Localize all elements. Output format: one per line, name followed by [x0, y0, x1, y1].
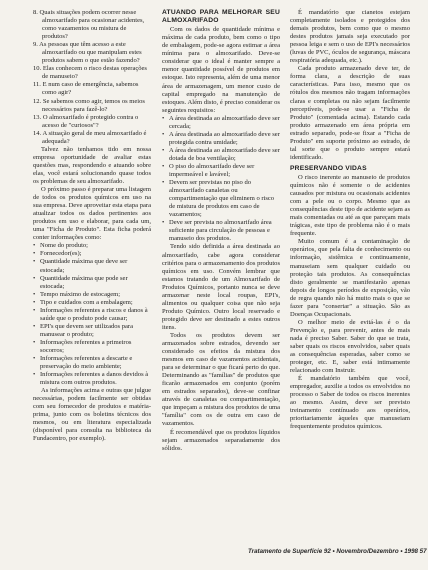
bullet-item: • Informações referentes a riscos e danos à saúde que o produto pode causar;	[33, 307, 151, 323]
bullet-item: • Quantidade máxima que deve ser estocada;	[33, 258, 151, 274]
question-item: 14. A situação geral de meu almoxarifado é adequada?	[33, 129, 147, 145]
paragraph: Muito comum é a contaminação de operários, que pela falta de conhecimento ou informação, sistêmica e continuamente, manuseiam sem qualquer cuidado ou proteção tais produtos. As consequências disto geralmente se manifestarão apenas depois de longos períodos de exposição, vão de regra quando não há muito mais o que se fazer para "consertar" a situação. São as Doenças Ocupacionais.	[290, 238, 410, 318]
question-item: 9. As pessoas que têm acesso a este almoxarifado ou que manipulam estes produtos sabem o que estão fazendo?	[33, 41, 142, 65]
column-left	[33, 9, 151, 444]
bullet-item: • Informações referentes a danos devidos à mistura com outros produtos.	[33, 371, 151, 387]
bullet-list	[162, 115, 280, 244]
column-right	[290, 9, 410, 431]
question-item: 13. O almoxarifado é protegido contra o acesso de "curiosos"?	[33, 113, 139, 129]
paragraph: O melhor meio de evitá-las é o da Prevenção e, para prevenir, antes de mais nada é preciso Saber. Saber do que se trata, saber quais os riscos envolvidos, saber quais as consequências esperadas, saber como se proteger, etc. E, saber está intimamente relacionado com Instruir.	[290, 318, 410, 375]
paragraph: Cada produto armazenado deve ter, de forma clara, a descrição de suas características. Para isso, mesmo que os rótulos dos mesmos não tragam informações claras e completas ou não sejam facilmente perceptíveis, pode-se usar a "Ficha de Produto" (comentada acima). Estando cada produto armazenado em área própria em estrado separado, pode-se fixar a "Ficha de Produto" em suporte próximo ao estrado, de tal sorte que o produto sempre estará identificado.	[290, 65, 410, 161]
bullet-item: • EPI's que devem ser utilizados para manusear o produto;	[33, 323, 151, 339]
bullet-item: • Informações referentes a descarte e preservação do meio ambiente;	[33, 355, 151, 371]
bullet-item: • Tipo e cuidados com a embalagem;	[33, 299, 151, 307]
paragraph: O próximo passo é preparar uma listagem de todos os produtos químicos em uso na sua empresa. Deve aproveitar esta etapa para atualizar todos os dados pertinentes aos produtos em uso e elaborar, para cada um, uma "Ficha de Produto". Esta ficha poderá conter informações como:	[33, 186, 151, 242]
paragraph: O risco inerente ao manuseio de produtos químicos não é somente o de acidentes causados por mistura ou ocasionais acidentes com a pele ou o corpo. Mesmo que as consequências deste tipo de acidente sejam as mais comentadas ou até as que pareçam mais trágicas, este tipo de problema não é o mais frequente.	[290, 173, 410, 238]
paragraph: Todos os produtos devem ser armazenados sobre estrados, devendo ser considerado os efeitos da mistura dos mesmos em caso de vazamentos acidentais, para se determinar o que ficará perto do que. Determinando as "famílias" de produtos que ficarão armazenados em conjunto (porém em estrados separados), deve-se confinar através de canaletas ou compartimentação, que impeçam a mistura dos produtos de uma "família" com os de outra em caso de vazamentos.	[162, 331, 280, 428]
paragraph: É recomendável que os produtos líquidos sejam armazenados separadamente dos sólidos.	[162, 428, 280, 452]
paragraph: É mandatório também que você, empregador, auxilie a todos os envolvidos no processo o Saber de todos os riscos inerentes ao mesmo. Assim, deve ser previsto treinamento contínuado aos operários, prioritariamente àqueles que manuseiam frequentemente produtos químicos.	[290, 375, 410, 431]
bullet-item: • Devem ser previstas no piso do almoxarifado canaletas ou compartimentação que eliminem o risco de mistura de produtos em caso de vazamentos;	[162, 179, 280, 219]
question-item: 8. Quais situações podem ocorrer nesse almoxarifado para ocasionar acidentes, como vazamentos ou mistura de produtos?	[33, 9, 145, 41]
page-footer: Tratamento de Superfície 92 • Novembro/Dezembro • 1998 57	[248, 548, 427, 555]
section-heading: ATUANDO PARA MELHORAR SEU ALMOXARIFADO	[162, 9, 280, 25]
paragraph: Com os dados de quantidade mínima e máxima de cada produto, bem como o tipo de embalagem, pode-se agora estimar a área mínima para o almoxarifado. Deve-se considerar que o ideal é manter sempre a menor quantidade possível de produtos em estoque. Isto representa, além de uma menor área de armazenagem, um menor custo de capital empregado na manutenção de estoques. Além disto, é preciso considerar os seguintes requisitos:	[162, 26, 280, 114]
bullet-item: • Deve ser prevista no almoxarifado área suficiente para circulação de pessoas e manuseio dos produtos.	[162, 219, 280, 243]
bullet-item: • A área destinada ao almoxarifado deve ser cercada;	[162, 115, 280, 131]
bullet-list	[33, 242, 151, 387]
bullet-item: • Quantidade máxima que pode ser estocada;	[33, 275, 151, 291]
bullet-item: • Fornecedor(es);	[33, 250, 151, 258]
paragraph: É mandatório que cianetos estejam completamente isolados e protegidos dos demais produtos, bem como que o mesmo destes produtos jamais seja executado por pessoa leiga e sem o uso de EPI's necessários (luvas de PVC, óculos de segurança, máscara respiratória adequada, etc.).	[290, 9, 410, 65]
bullet-item: • A área destinada ao almoxarifado deve ser dotada de boa ventilação;	[162, 147, 280, 163]
paragraph: Talvez não tenhamos tido em nossa empresa oportunidade de avaliar estas questões mas, respondendo e atuando sobre elas, você estará solucionando quase todos os problemas de seu almoxarifado.	[33, 145, 151, 185]
bullet-item: • O piso do almoxarifado deve ser impermeável e lavável;	[162, 163, 280, 179]
bullet-item: • Nome do produto;	[33, 242, 151, 250]
bullet-item: • Informações referentes a primeiros socorros;	[33, 339, 151, 355]
question-item: 10. Elas conhecem o risco destas operações de manuseio?	[33, 65, 147, 81]
question-item: 11. E num caso de emergência, sabemos como agir?	[33, 81, 139, 97]
bullet-item: • Tempo máximo de estocagem;	[33, 291, 151, 299]
bullet-item: • A área destinada ao almoxarifado deve ser protegida contra umidade;	[162, 131, 280, 147]
paragraph: As informações acima e outras que julgue necessárias, podem facilmente ser obtidas com seu fornecedor de produtos e matéria-prima, junto com os boletins técnicos dos mesmos, ou em literatura especializada (disponível para consulta na biblioteca da Fundacentro, por exemplo).	[33, 387, 151, 443]
paragraph: Tendo sido definida a área destinada ao almoxarifado, cabe agora considerar critérios para o armazenamento dos produtos químicos em uso. Convém lembrar que estamos tratando de um Almoxarifado de Produtos Químicos, portanto nunca se deve armazenar neste local roupas, EPI's, alimentos ou qualquer coisa que não seja Produto Químico. Outro local reservado e protegido deve ser destinado a estes outros itens.	[162, 243, 280, 331]
question-item: 12. Se sabemos como agir, temos os meios necessários para fazê-lo?	[33, 97, 145, 113]
section-heading: PRESERVANDO VIDAS	[290, 164, 367, 172]
question-list	[33, 9, 151, 146]
column-middle	[162, 9, 280, 453]
